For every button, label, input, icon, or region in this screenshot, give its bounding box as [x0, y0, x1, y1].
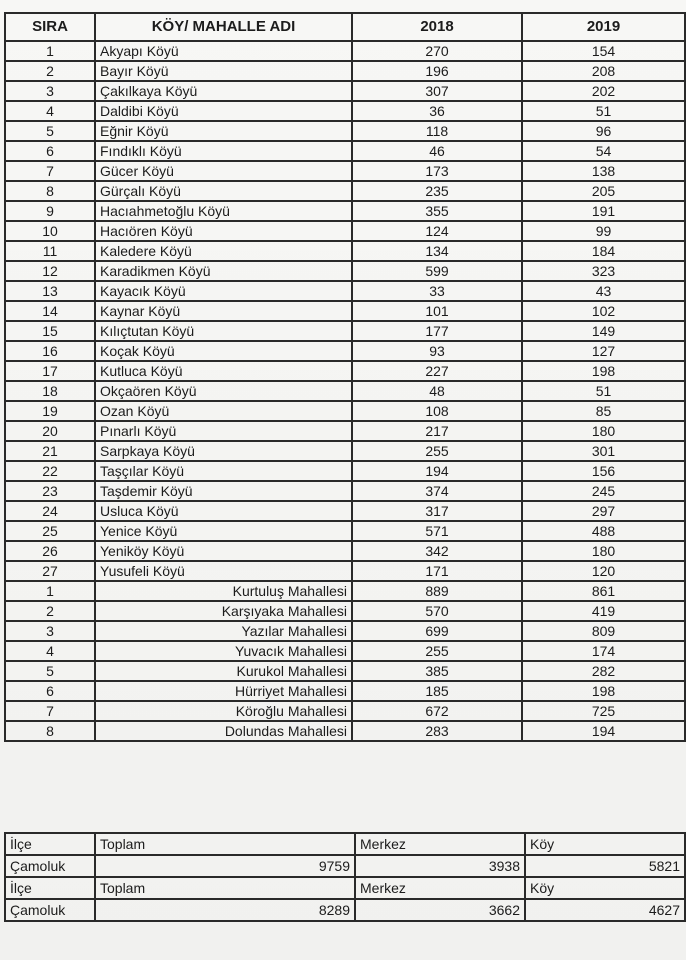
table-row: [5, 481, 685, 501]
row-value-2018: 571: [352, 521, 522, 541]
table-row: [5, 201, 685, 221]
table-row: [5, 521, 685, 541]
row-value-2018: 342: [352, 541, 522, 561]
row-name: Köroğlu Mahallesi: [95, 701, 352, 721]
row-value-2019: 180: [522, 541, 685, 561]
row-number: 19: [5, 401, 95, 421]
row-name: Yuvacık Mahallesi: [95, 641, 352, 661]
row-name: Hacıahmetoğlu Köyü: [95, 201, 352, 221]
row-value-2019: 43: [522, 281, 685, 301]
summary-ilce-label: İlçe: [5, 877, 95, 899]
row-name: Kurtuluş Mahallesi: [95, 581, 352, 601]
row-name: Akyapı Köyü: [95, 41, 352, 61]
table-row: [5, 641, 685, 661]
row-number: 5: [5, 121, 95, 141]
row-value-2018: 108: [352, 401, 522, 421]
row-value-2018: 217: [352, 421, 522, 441]
row-value-2019: 99: [522, 221, 685, 241]
summary-merkez-label: Merkez: [355, 877, 525, 899]
row-number: 2: [5, 61, 95, 81]
row-value-2019: 54: [522, 141, 685, 161]
table-row: [5, 101, 685, 121]
row-value-2018: 185: [352, 681, 522, 701]
row-name: Yazılar Mahallesi: [95, 621, 352, 641]
row-number: 8: [5, 721, 95, 741]
row-name: Karşıyaka Mahallesi: [95, 601, 352, 621]
row-number: 8: [5, 181, 95, 201]
row-value-2018: 599: [352, 261, 522, 281]
row-value-2018: 235: [352, 181, 522, 201]
row-value-2018: 570: [352, 601, 522, 621]
summary-merkez-label: Merkez: [355, 833, 525, 855]
row-value-2019: 120: [522, 561, 685, 581]
row-name: Okçaören Köyü: [95, 381, 352, 401]
row-number: 18: [5, 381, 95, 401]
row-name: Pınarlı Köyü: [95, 421, 352, 441]
row-value-2019: 102: [522, 301, 685, 321]
summary-koy-label: Köy: [525, 877, 685, 899]
table-row: [5, 681, 685, 701]
row-number: 10: [5, 221, 95, 241]
row-value-2018: 124: [352, 221, 522, 241]
summary-label-row: [5, 833, 685, 855]
row-value-2018: 33: [352, 281, 522, 301]
row-value-2019: 323: [522, 261, 685, 281]
row-number: 12: [5, 261, 95, 281]
row-name: Yeniköy Köyü: [95, 541, 352, 561]
table-row: [5, 261, 685, 281]
table-row: [5, 441, 685, 461]
row-value-2019: 488: [522, 521, 685, 541]
row-value-2019: 725: [522, 701, 685, 721]
row-number: 1: [5, 41, 95, 61]
summary-koy-label: Köy: [525, 833, 685, 855]
population-table: [4, 12, 686, 742]
row-value-2018: 48: [352, 381, 522, 401]
row-name: Hürriyet Mahallesi: [95, 681, 352, 701]
table-row: [5, 621, 685, 641]
row-value-2018: 118: [352, 121, 522, 141]
summary-toplam: 9759: [95, 855, 355, 877]
row-number: 7: [5, 161, 95, 181]
table-row: [5, 181, 685, 201]
table-row: [5, 361, 685, 381]
header-name: KÖY/ MAHALLE ADI: [95, 13, 352, 41]
row-number: 3: [5, 621, 95, 641]
row-number: 15: [5, 321, 95, 341]
table-row: [5, 281, 685, 301]
summary-toplam: 8289: [95, 899, 355, 921]
row-number: 25: [5, 521, 95, 541]
row-value-2018: 385: [352, 661, 522, 681]
row-value-2019: 51: [522, 101, 685, 121]
row-number: 9: [5, 201, 95, 221]
row-value-2019: 245: [522, 481, 685, 501]
table-row: [5, 321, 685, 341]
row-value-2018: 270: [352, 41, 522, 61]
summary-merkez: 3938: [355, 855, 525, 877]
row-number: 23: [5, 481, 95, 501]
table-row: [5, 401, 685, 421]
header-2019: 2019: [522, 13, 685, 41]
row-number: 26: [5, 541, 95, 561]
row-number: 4: [5, 101, 95, 121]
summary-koy: 5821: [525, 855, 685, 877]
table-row: [5, 121, 685, 141]
header-sira: SIRA: [5, 13, 95, 41]
row-value-2019: 282: [522, 661, 685, 681]
row-value-2019: 138: [522, 161, 685, 181]
row-value-2019: 85: [522, 401, 685, 421]
table-row: [5, 381, 685, 401]
row-name: Taşçılar Köyü: [95, 461, 352, 481]
row-value-2019: 202: [522, 81, 685, 101]
row-number: 4: [5, 641, 95, 661]
table-row: [5, 541, 685, 561]
row-name: Karadikmen Köyü: [95, 261, 352, 281]
row-value-2019: 208: [522, 61, 685, 81]
summary-value-row: [5, 899, 685, 921]
row-name: Kayacık Köyü: [95, 281, 352, 301]
row-value-2018: 196: [352, 61, 522, 81]
table-row: [5, 241, 685, 261]
table-row: [5, 421, 685, 441]
row-value-2018: 134: [352, 241, 522, 261]
row-value-2018: 173: [352, 161, 522, 181]
row-value-2019: 154: [522, 41, 685, 61]
table-header-row: [5, 13, 685, 41]
row-number: 17: [5, 361, 95, 381]
table-row: [5, 81, 685, 101]
table-row: [5, 301, 685, 321]
row-name: Bayır Köyü: [95, 61, 352, 81]
row-name: Yusufeli Köyü: [95, 561, 352, 581]
row-number: 11: [5, 241, 95, 261]
row-value-2019: 861: [522, 581, 685, 601]
row-number: 5: [5, 661, 95, 681]
table-row: [5, 561, 685, 581]
row-number: 1: [5, 581, 95, 601]
row-value-2018: 36: [352, 101, 522, 121]
row-name: Eğnir Köyü: [95, 121, 352, 141]
row-name: Kutluca Köyü: [95, 361, 352, 381]
summary-value-row: [5, 855, 685, 877]
row-number: 21: [5, 441, 95, 461]
summary-merkez: 3662: [355, 899, 525, 921]
row-number: 7: [5, 701, 95, 721]
table-row: [5, 461, 685, 481]
row-number: 20: [5, 421, 95, 441]
row-value-2019: 205: [522, 181, 685, 201]
table-row: [5, 161, 685, 181]
row-value-2018: 283: [352, 721, 522, 741]
row-name: Hacıören Köyü: [95, 221, 352, 241]
row-value-2018: 93: [352, 341, 522, 361]
row-value-2019: 191: [522, 201, 685, 221]
row-value-2019: 184: [522, 241, 685, 261]
row-value-2019: 419: [522, 601, 685, 621]
row-number: 27: [5, 561, 95, 581]
summary-ilce: Çamoluk: [5, 899, 95, 921]
summary-toplam-label: Toplam: [95, 877, 355, 899]
row-value-2019: 301: [522, 441, 685, 461]
row-name: Kurukol Mahallesi: [95, 661, 352, 681]
row-number: 6: [5, 681, 95, 701]
row-number: 6: [5, 141, 95, 161]
row-value-2019: 809: [522, 621, 685, 641]
table-row: [5, 341, 685, 361]
summary-ilce-label: İlçe: [5, 833, 95, 855]
row-number: 3: [5, 81, 95, 101]
row-value-2018: 171: [352, 561, 522, 581]
header-2018: 2018: [352, 13, 522, 41]
row-name: Kaledere Köyü: [95, 241, 352, 261]
summary-koy: 4627: [525, 899, 685, 921]
row-number: 2: [5, 601, 95, 621]
row-value-2019: 174: [522, 641, 685, 661]
row-value-2019: 198: [522, 681, 685, 701]
table-row: [5, 721, 685, 741]
row-value-2019: 96: [522, 121, 685, 141]
row-name: Çakılkaya Köyü: [95, 81, 352, 101]
row-value-2018: 255: [352, 641, 522, 661]
summary-toplam-label: Toplam: [95, 833, 355, 855]
row-value-2019: 194: [522, 721, 685, 741]
table-row: [5, 221, 685, 241]
row-value-2019: 127: [522, 341, 685, 361]
row-value-2018: 355: [352, 201, 522, 221]
table-row: [5, 501, 685, 521]
row-value-2019: 198: [522, 361, 685, 381]
row-name: Gücer Köyü: [95, 161, 352, 181]
row-value-2018: 307: [352, 81, 522, 101]
row-number: 16: [5, 341, 95, 361]
row-name: Taşdemir Köyü: [95, 481, 352, 501]
row-value-2018: 194: [352, 461, 522, 481]
row-number: 22: [5, 461, 95, 481]
row-number: 24: [5, 501, 95, 521]
row-name: Kaynar Köyü: [95, 301, 352, 321]
table-row: [5, 701, 685, 721]
row-value-2019: 180: [522, 421, 685, 441]
row-name: Koçak Köyü: [95, 341, 352, 361]
row-name: Sarpkaya Köyü: [95, 441, 352, 461]
row-name: Kılıçtutan Köyü: [95, 321, 352, 341]
table-row: [5, 61, 685, 81]
table-row: [5, 601, 685, 621]
row-value-2019: 149: [522, 321, 685, 341]
row-value-2018: 699: [352, 621, 522, 641]
summary-label-row: [5, 877, 685, 899]
row-name: Ozan Köyü: [95, 401, 352, 421]
row-value-2019: 156: [522, 461, 685, 481]
row-name: Daldibi Köyü: [95, 101, 352, 121]
row-value-2018: 255: [352, 441, 522, 461]
row-value-2018: 177: [352, 321, 522, 341]
table-row: [5, 661, 685, 681]
table-row: [5, 141, 685, 161]
row-name: Gürçalı Köyü: [95, 181, 352, 201]
row-number: 14: [5, 301, 95, 321]
row-name: Yenice Köyü: [95, 521, 352, 541]
row-value-2018: 101: [352, 301, 522, 321]
row-value-2019: 297: [522, 501, 685, 521]
table-row: [5, 41, 685, 61]
row-number: 13: [5, 281, 95, 301]
row-name: Usluca Köyü: [95, 501, 352, 521]
row-value-2018: 374: [352, 481, 522, 501]
row-name: Dolundas Mahallesi: [95, 721, 352, 741]
summary-ilce: Çamoluk: [5, 855, 95, 877]
row-value-2018: 317: [352, 501, 522, 521]
row-value-2018: 227: [352, 361, 522, 381]
row-value-2019: 51: [522, 381, 685, 401]
row-value-2018: 46: [352, 141, 522, 161]
row-name: Fındıklı Köyü: [95, 141, 352, 161]
row-value-2018: 672: [352, 701, 522, 721]
row-value-2018: 889: [352, 581, 522, 601]
table-row: [5, 581, 685, 601]
summary-table: [4, 832, 686, 922]
